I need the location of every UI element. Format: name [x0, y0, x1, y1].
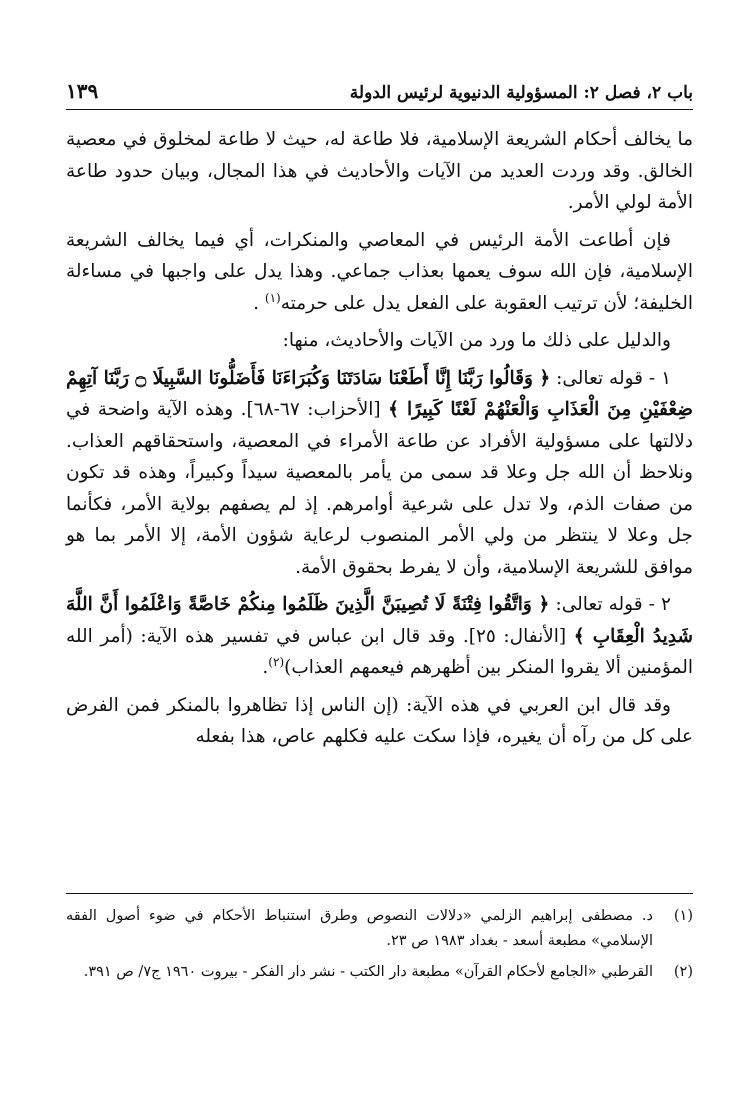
footnotes	[66, 893, 693, 991]
footnote-ref-1: (١)	[264, 290, 281, 305]
paragraph-2-end: .	[253, 292, 259, 314]
footnote-1-text: د. مصطفى إبراهيم الزلمي «دلالات النصوص وطرق استنباط الأحكام في ضوء أصول الفقه الإسلامي» مطبعة أسعد - بغداد ١٩٨٣ ص ٢٣.	[66, 908, 653, 949]
running-header	[66, 70, 693, 110]
footnote-1	[66, 904, 693, 954]
page-number: ١٣٩	[66, 79, 99, 103]
evidence-item-1	[66, 363, 693, 584]
paragraph-2-text: فإن أطاعت الأمة الرئيس في المعاصي والمنكرات، أي فيما يخالف الشريعة الإسلامية، فإن الله سوف يعمها بعذاب جماعي. وهذا يدل على واجبها في مساءلة الخليفة؛ لأن ترتيب العقوبة على الفعل يدل على حرمته	[66, 229, 693, 314]
item-2-end: .	[262, 657, 269, 678]
item-1-text: [الأحزاب: ٦٧-٦٨]. وهذه الآية واضحة في دلالتها على مسؤولية الأفراد عن طاعة الأمراء في المعصية، واستحقاقهم العذاب. ونلاحظ أن الله جل وعلا قد سمى من يأمر بالمعصية سيداً وكبيراً، وهذه قد تكون من صفات الذم، ولا تدل على شرعية أوامرهم. إذ لم يصفهم بولاية الأمر، فكأنما جل وعلا لا ينتظر من ولي الأمر المنصوب لرعاية شؤون الأمة، إلا الأمر بما هو موافق للشريعة الإسلامية، وأن لا يفرط بحقوق الأمة.	[66, 399, 693, 578]
item-1-verse: ﴿ وَقَالُوا رَبَّنَا إِنَّا أَطَعْنَا سَادَتَنَا وَكُبَرَاءَنَا فَأَضَلُّونَا السَّبِيلَا ۝ رَبَّنَا آتِهِمْ ضِعْفَيْنِ مِنَ الْعَذَابِ وَالْعَنْهُمْ لَعْنًا كَبِيرًا ﴾	[66, 367, 693, 420]
paragraph-4: وقد قال ابن العربي في هذه الآية: (إن الناس إذا تظاهروا بالمنكر فمن الفرض على كل من رآه أن يغيره، فإذا سكت عليه فكلهم عاص، هذا بفعله	[66, 694, 693, 747]
footnote-2	[66, 960, 693, 985]
footnote-divider	[66, 893, 693, 894]
item-2-text: [الأنفال: ٢٥]. وقد قال ابن عباس في تفسير هذه الآية: (أمر الله المؤمنين ألا يقروا المنكر بين أظهرهم فيعمهم العذاب)	[66, 625, 693, 678]
footnote-ref-2: (٢)	[268, 654, 285, 669]
paragraph-2	[66, 225, 693, 320]
footnote-2-number: (٢)	[673, 964, 693, 980]
paragraph-1: ما يخالف أحكام الشريعة الإسلامية، فلا طاعة له، حيث لا طاعة لمخلوق في معصية الخالق. وقد وردت العديد من الآيات والأحاديث في هذا المجال، وبيان حدود طاعة الأمة لولي الأمر.	[66, 129, 693, 213]
item-2-verse: ﴿ وَاتَّقُوا فِتْنَةً لَا تُصِيبَنَّ الَّذِينَ ظَلَمُوا مِنكُمْ خَاصَّةً وَاعْلَمُوا أَنَّ اللَّهَ شَدِيدُ الْعِقَابِ ﴾	[66, 594, 694, 647]
footnote-1-number: (١)	[673, 908, 693, 924]
evidence-item-2	[66, 589, 693, 684]
book-page	[66, 70, 693, 1070]
running-title: باب ٢، فصل ٢: المسؤولية الدنيوية لرئيس الدولة	[349, 83, 693, 103]
item-1-intro: ١ - قوله تعالى:	[556, 367, 671, 389]
footnote-2-text: القرطبي «الجامع لأحكام القرآن» مطبعة دار الكتب - نشر دار الفكر - بيروت ١٩٦٠ ج٧/ ص ٣٩١.	[83, 964, 653, 980]
main-text	[66, 124, 693, 753]
paragraph-3: والدليل على ذلك ما ورد من الآيات والأحاديث، منها:	[282, 330, 671, 351]
item-2-intro: ٢ - قوله تعالى:	[555, 594, 671, 615]
